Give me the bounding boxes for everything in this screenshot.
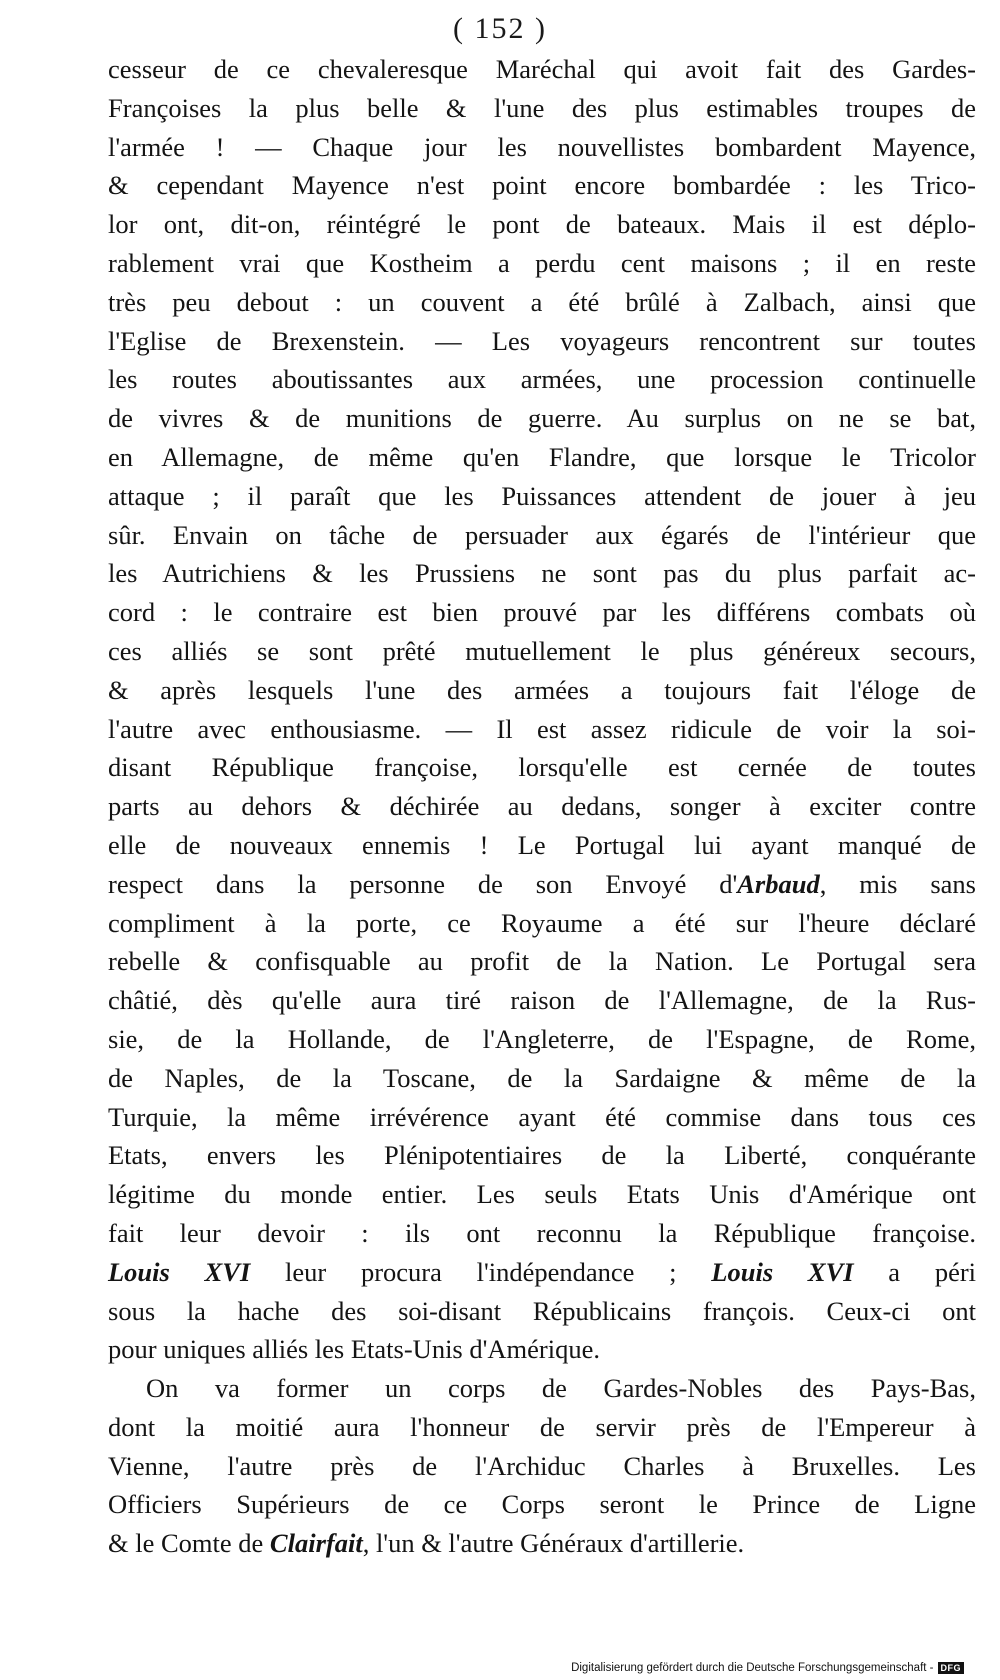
text-segment: parts au dehors & déchirée au dedans, songer à exciter contre (108, 791, 976, 822)
text-segment: en Allemagne, de même qu'en Flandre, que lorsque le Tricolor (108, 441, 976, 472)
italic-name: Arbaud (737, 868, 820, 899)
digitization-credit (571, 1662, 964, 1674)
text-segment: Françoises la plus belle & l'une des plus estimables troupes de (108, 92, 976, 123)
text-segment: les Autrichiens & les Prussiens ne sont pas du plus parfait ac- (108, 558, 976, 589)
text-line (108, 50, 976, 89)
text-segment: Officiers Supérieurs de ce Corps seront le Prince de Ligne (108, 1489, 976, 1520)
text-line (108, 554, 976, 593)
text-line (108, 128, 976, 167)
text-segment: Etats, envers les Plénipotentiaires de la Liberté, conquérante (108, 1140, 976, 1171)
italic-name: Louis XVI (108, 1256, 251, 1287)
text-segment: compliment à la porte, ce Royaume a été sur l'heure déclaré (108, 907, 976, 938)
italic-name: Louis XVI (711, 1256, 854, 1287)
text-line (108, 865, 976, 904)
text-line (108, 942, 976, 981)
text-segment: attaque ; il paraît que les Puissances attendent de jouer à jeu (108, 480, 976, 511)
text-line (108, 1214, 976, 1253)
text-line (108, 1485, 976, 1524)
italic-name: Clairfait (269, 1528, 363, 1559)
text-line (108, 632, 976, 671)
text-segment: l'autre avec enthousiasme. — Il est assez ridicule de voir la soi- (108, 713, 976, 744)
text-segment: ces alliés se sont prêté mutuellement le plus généreux secours, (108, 635, 976, 666)
text-line (108, 1447, 976, 1486)
text-line (108, 1408, 976, 1447)
text-line (108, 981, 976, 1020)
text-line (108, 322, 976, 361)
text-line (108, 710, 976, 749)
text-segment: de Naples, de la Toscane, de la Sardaigne & même de la (108, 1062, 976, 1093)
text-line (108, 1253, 976, 1292)
text-segment: elle de nouveaux ennemis ! Le Portugal lui ayant manqué de (108, 829, 976, 860)
text-segment: respect dans la personne de son Envoyé d' (108, 868, 738, 899)
text-segment: cord : le contraire est bien prouvé par les différens combats où (108, 597, 976, 628)
text-segment: dont la moitié aura l'honneur de servir près de l'Empereur à (108, 1411, 976, 1442)
text-segment: sous la hache des soi-disant Républicains françois. Ceux-ci ont (108, 1295, 976, 1326)
text-segment: leur procura l'indépendance ; (250, 1256, 712, 1287)
credit-text: Digitalisierung gefördert durch die Deutsche Forschungsgemeinschaft - (571, 1662, 934, 1674)
text-segment: cesseur de ce chevaleresque Maréchal qui avoit fait des Gardes- (108, 54, 976, 84)
text-segment: rebelle & confisquable au profit de la Nation. Le Portugal sera (108, 946, 976, 977)
text-line (108, 516, 976, 555)
text-segment: On va former un corps de Gardes-Nobles des Pays-Bas, (146, 1373, 976, 1404)
text-line (108, 1059, 976, 1098)
text-line (108, 477, 976, 516)
text-line (108, 244, 976, 283)
text-segment: & cependant Mayence n'est point encore bombardée : les Trico- (108, 170, 976, 201)
text-segment: disant République françoise, lorsqu'elle est cernée de toutes (108, 752, 976, 783)
text-line (108, 1175, 976, 1214)
text-line (108, 283, 976, 322)
text-line (108, 593, 976, 632)
text-segment: pour uniques alliés les Etats-Unis d'Amérique. (108, 1334, 600, 1365)
text-segment: les routes aboutissantes aux armées, une procession continuelle (108, 364, 976, 395)
body-text (108, 50, 976, 1563)
text-segment: très peu debout : un couvent a été brûlé à Zalbach, ainsi que (108, 286, 976, 317)
text-segment: & le Comte de (108, 1528, 270, 1559)
text-line (108, 1020, 976, 1059)
text-segment: sie, de la Hollande, de l'Angleterre, de l'Espagne, de Rome, (108, 1023, 976, 1054)
text-segment: l'armée ! — Chaque jour les nouvellistes bombardent Mayence, (108, 131, 976, 162)
text-segment: de vivres & de munitions de guerre. Au surplus on ne se bat, (108, 403, 976, 434)
text-line (108, 1098, 976, 1137)
text-segment: rablement vrai que Kostheim a perdu cent maisons ; il en reste (108, 247, 976, 278)
text-line (108, 787, 976, 826)
text-segment: lor ont, dit-on, réintégré le pont de bateaux. Mais il est déplo- (108, 209, 976, 240)
text-segment: , l'un & l'autre Généraux d'artillerie. (362, 1528, 745, 1559)
text-line (108, 1369, 976, 1408)
text-segment: a péri (853, 1256, 977, 1287)
text-line (108, 166, 976, 205)
text-segment: fait leur devoir : ils ont reconnu la République françoise. (108, 1217, 976, 1248)
text-line (108, 1330, 976, 1369)
dfg-logo-icon: DFG (938, 1662, 965, 1674)
text-segment: l'Eglise de Brexenstein. — Les voyageurs rencontrent sur toutes (108, 325, 976, 356)
text-segment: sûr. Envain on tâche de persuader aux égarés de l'intérieur que (108, 519, 976, 550)
text-segment: légitime du monde entier. Les seuls Etats Unis d'Amérique ont (108, 1179, 976, 1210)
text-segment: , mis sans (819, 868, 976, 899)
text-line (108, 1524, 976, 1563)
text-line (108, 399, 976, 438)
text-line (108, 89, 976, 128)
text-segment: Turquie, la même irrévérence ayant été commise dans tous ces (108, 1101, 976, 1132)
text-line (108, 1292, 976, 1331)
text-line (108, 748, 976, 787)
text-line (108, 904, 976, 943)
text-line (108, 205, 976, 244)
text-segment: & après lesquels l'une des armées a toujours fait l'éloge de (108, 674, 976, 705)
text-line (108, 1136, 976, 1175)
text-line (108, 360, 976, 399)
text-segment: châtié, dès qu'elle aura tiré raison de l'Allemagne, de la Rus- (108, 985, 976, 1016)
text-line (108, 438, 976, 477)
text-line (108, 671, 976, 710)
text-segment: Vienne, l'autre près de l'Archiduc Charles à Bruxelles. Les (108, 1450, 976, 1481)
page-number: ( 152 ) (453, 12, 547, 45)
text-line (108, 826, 976, 865)
